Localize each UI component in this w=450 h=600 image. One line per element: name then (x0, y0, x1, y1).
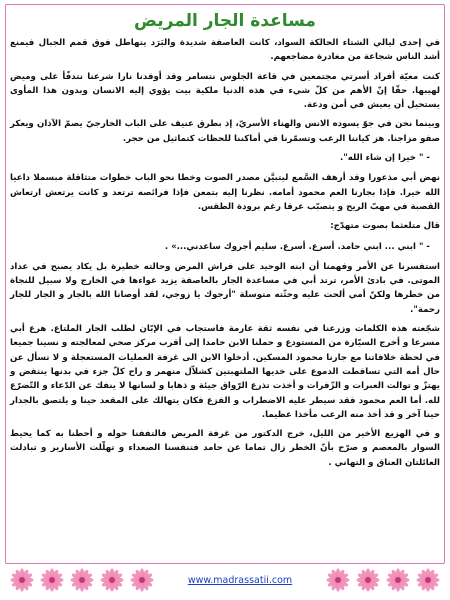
flowers-left (10, 568, 154, 592)
pink-flower-icon (40, 568, 64, 592)
pink-flower-icon (70, 568, 94, 592)
pink-flower-icon (100, 568, 124, 592)
paragraph-4: نهض أبي مذعورا وقد أرهف السَّمع ليتبيَّن مصدر الصوت وخطا نحو الباب خطوات متثاقلة مبسملا داعيا الله خيرا. فإذا بجارنا العم محمود أمامه. نظرنا إليه بتمعن فإذا فرائصه ترتعد و كانت يرتعش ارتعاش القصبة في مهبّ الريح و يتصبّب عرقا رغم برودة الطقس. (10, 173, 440, 212)
flowers-right (326, 568, 440, 592)
paragraph-5: استفسرنا عن الأمر وفهمنا أن ابنه الوحيد على فراش المرض وحالته خطيرة بل يكاد يصبح في عداد الموتى. في بادئ الأمر، ترتد أبي في مساعدة الجار بالعاصفة يزيد عواءها في الخارج ولا سبيل للنجاة من خطرها ولكنّ أمي ألحت عليه وحثّته متوسلة "أرجوك يا زوجي، لقد أوصانا الله بالجار و الجار للجار رحمة". (10, 261, 440, 315)
pink-flower-icon (130, 568, 154, 592)
pink-flower-icon (10, 568, 34, 592)
document-body (10, 36, 440, 475)
page-footer (10, 566, 440, 594)
pink-flower-icon (356, 568, 380, 592)
paragraph-6: شجّعته هذه الكلمات وزرعنا في نفسه ثقة عارمة فاستجاب في الإبّان لطلب الجار الملتاع. هرع أبي مسرعا و أخرج السيّارة من المستودع و حملنا الابن حامدا إلى أقرب مركز صحي لمعالجته و نسينا جميعا في لحظة خلافاتنا مع جارنا محمود المسكين. أدخلوا الابن الى غرفة العمليات المستعجلة و لا تسأل عن حال أمه التي تساقطت الدموع على خديها الملتهبتين كشلاّل منهمر و راح كلّ جزء في بدنها ينتفض و يهتزّ و توالت العبرات و الزّفرات و أخذت تذرع الرّواق جيئة و ذهابا و لسانها لا ينفك عن الدّعاء و التّضرّع لله. أما العم محمود فقد سيطر عليه الاضطراب و الفزع فكان يتهالك على المقعد حينا و يلتصق بالجدار حينا آخر و قد أخذ منه الرعب مأخذا عظيما. (10, 324, 440, 420)
pink-flower-icon (326, 568, 350, 592)
title-row (7, 8, 443, 34)
dialogue-line-2: - " ابني ... ابني حامد. أسرع. أسرع. سليم أجروك ساعدني...» . (164, 241, 430, 252)
paragraph-1: في إحدى ليالي الشتاء الحالكة السواد، كانت العاصفة شديدة والبَرَد يتهاطل فوق قمم الجبال فيمنع أشد الناس شجاعة من مغادرة مضاجعهم. (10, 38, 440, 63)
paragraph-3: وبينما نحن في جوّ يسوده الانس والهناء الأسريّ، إذ بطرق عنيف على الباب الخارجيّ يصمّ الآذان ويعكر صفو مزاجنا. هز كياننا الرعب وتسمّرنا في أماكننا للحظات كتماثيل من حجر. (10, 119, 440, 144)
document-title: مساعدة الجار المريض (134, 11, 316, 31)
website-link[interactable]: www.madrassatii.com (187, 574, 293, 586)
pink-flower-icon (386, 568, 410, 592)
dialogue-line-1: - " خيرا إن شاء الله". (340, 153, 430, 164)
speech-intro: قال متلعثما بصوت متهدّج: (330, 221, 440, 232)
paragraph-2: كنت معيّة أفراد أسرتي مجتمعين في قاعة الجلوس نتسامر وقد أوقدنا نارا شرعنا نتدفّأ على وميض لهيبها. حقّا إنّ الأهم من كلّ شيء في هذه الدنيا ملكية بيت يؤوي إليه الانسان وبدون هذا المأوى يستحيل أن يعيش في أمن ودعة. (10, 71, 440, 111)
pink-flower-icon (416, 568, 440, 592)
paragraph-7: و في الهزيع الأخير من الليل، خرج الدكتور من غرفة المريض فالتففنا حوله و أحطنا به كما يحيط السوار بالمعصم و صرّح بأنّ الخطر زال تماما عن حامد فتنفسنا الصعداء و تهلّلت الأسارير و تبادلت العائلتان العناق و التهاني . (10, 429, 440, 468)
